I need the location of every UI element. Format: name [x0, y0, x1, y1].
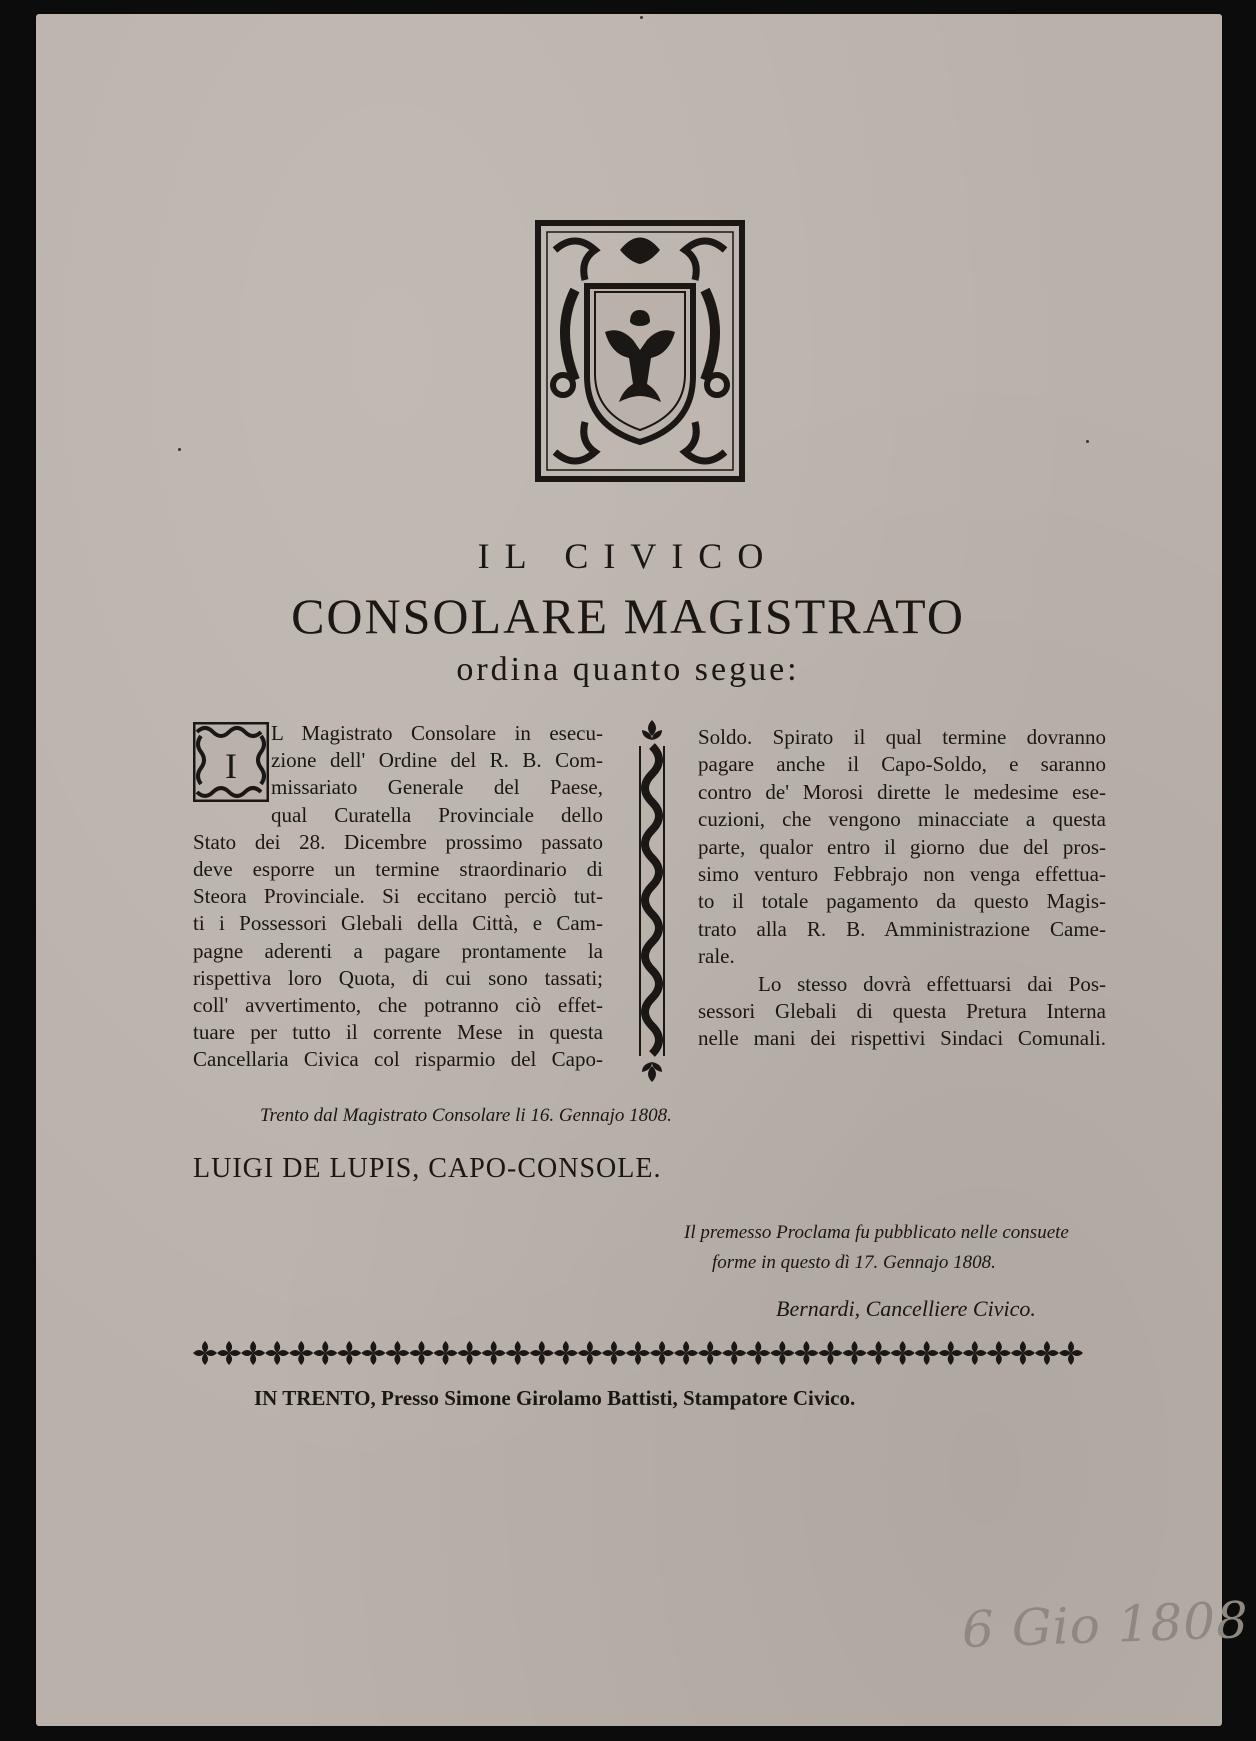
right-column-line: contro de' Morosi dirette le medesime ese-: [698, 779, 1106, 804]
fleuron-icon: [361, 1341, 385, 1365]
heading-consolare-magistrato: CONSOLARE MAGISTRATO: [291, 588, 965, 644]
fleuron-icon: [746, 1341, 770, 1365]
column-divider-ornament: [632, 720, 672, 1082]
fleuron-icon: [626, 1341, 650, 1365]
heading-ordina: ordina quanto segue:: [456, 651, 800, 688]
fleuron-icon: [698, 1341, 722, 1365]
left-column-line: qual Curatella Provinciale dello: [271, 802, 603, 827]
drop-cap: [193, 722, 269, 802]
fleuron-icon: [313, 1341, 337, 1365]
left-column-line: missariato Generale del Paese,: [271, 775, 603, 800]
fleuron-icon: [818, 1341, 842, 1365]
paper-speck: [178, 448, 181, 451]
fleuron-icon: [241, 1341, 265, 1365]
date-line: Trento dal Magistrato Consolare li 16. Gennajo 1808.: [260, 1105, 672, 1126]
fleuron-icon: [843, 1341, 867, 1365]
left-column-line: rispettiva loro Quota, di cui sono tassati;: [193, 965, 603, 990]
right-column-line: sessori Glebali di questa Pretura Interna: [698, 999, 1106, 1023]
fleuron-icon: [867, 1341, 891, 1365]
left-column-line: tuare per tutto il corrente Mese in questa: [193, 1020, 603, 1045]
printer-imprint: [254, 1386, 855, 1411]
fleuron-icon: [554, 1341, 578, 1365]
publication-note-line-2: forme in questo dì 17. Gennajo 1808.: [712, 1252, 996, 1273]
right-column-line: to il totale pagamento da questo Magis-: [698, 889, 1106, 914]
drop-cap-letter: I: [225, 746, 237, 786]
right-column-line: Soldo. Spirato il qual termine dovranno: [698, 725, 1106, 749]
right-column-line: rale.: [698, 944, 735, 969]
paper-speck: [1086, 440, 1089, 443]
heading-il-civico: IL CIVICO: [477, 536, 779, 576]
coat-of-arms-emblem: [535, 220, 745, 482]
fleuron-icon: [963, 1341, 987, 1365]
left-column-line: Stato dei 28. Dicembre prossimo passato: [193, 829, 603, 854]
right-column-line: cuzioni, che vengono minacciate a questa: [698, 807, 1106, 832]
fleuron-icon: [530, 1341, 554, 1365]
fleuron-ornament-row: [193, 1336, 1083, 1370]
left-column-line: Cancellaria Civica col risparmio del Capo-: [193, 1047, 603, 1072]
fleuron-icon: [385, 1341, 409, 1365]
paper-speck: [640, 16, 643, 19]
left-column-line: ti i Possessori Glebali della Città, e Cam-: [193, 911, 603, 936]
right-column-line: nelle mani dei rispettivi Sindaci Comunali.: [698, 1026, 1106, 1051]
fleuron-icon: [458, 1341, 482, 1365]
left-column-line: deve esporre un termine straordinario di: [193, 857, 603, 881]
fleuron-icon: [1059, 1341, 1083, 1365]
fleuron-icon: [410, 1341, 434, 1365]
left-column-line: pagne aderenti a pagare prontamente la: [193, 938, 603, 963]
right-column-line: parte, qualor entro il giorno due del pros-: [698, 834, 1106, 859]
fleuron-icon: [770, 1341, 794, 1365]
right-column-line: trato alla R. B. Amministrazione Came-: [698, 916, 1106, 941]
right-column-line: simo venturo Febbrajo non venga effettua-: [698, 862, 1106, 886]
fleuron-icon: [891, 1341, 915, 1365]
imprint-printer: Presso Simone Girolamo Battisti, Stampatore Civico.: [375, 1386, 856, 1410]
right-column-line: Lo stesso dovrà effettuarsi dai Pos-: [758, 971, 1106, 996]
fleuron-icon: [193, 1341, 217, 1365]
fleuron-icon: [722, 1341, 746, 1365]
fleuron-icon: [915, 1341, 939, 1365]
fleuron-icon: [482, 1341, 506, 1365]
fleuron-icon: [578, 1341, 602, 1365]
fleuron-icon: [217, 1341, 241, 1365]
fleuron-icon: [674, 1341, 698, 1365]
left-column-line: L Magistrato Consolare in esecu-: [271, 721, 603, 745]
handwritten-date-note: 6 Gio 1808: [961, 1591, 1250, 1659]
imprint-place: IN TRENTO,: [254, 1386, 376, 1410]
fleuron-icon: [987, 1341, 1011, 1365]
chancellor-signature: Bernardi, Cancelliere Civico.: [776, 1296, 1036, 1321]
left-column-line: coll' avvertimento, che potranno ciò effet-: [193, 993, 603, 1017]
fleuron-icon: [794, 1341, 818, 1365]
fleuron-icon: [650, 1341, 674, 1365]
fleuron-icon: [506, 1341, 530, 1365]
fleuron-icon: [337, 1341, 361, 1365]
publication-note-line-1: Il premesso Proclama fu pubblicato nelle consuete: [684, 1222, 1069, 1243]
left-column-line: zione dell' Ordine del R. B. Com-: [271, 748, 603, 773]
fleuron-icon: [265, 1341, 289, 1365]
fleuron-icon: [289, 1341, 313, 1365]
signature-line: LUIGI DE LUPIS, CAPO-CONSOLE.: [193, 1153, 662, 1184]
fleuron-icon: [434, 1341, 458, 1365]
fleuron-icon: [939, 1341, 963, 1365]
right-column-line: pagare anche il Capo-Soldo, e saranno: [698, 752, 1106, 777]
fleuron-icon: [602, 1341, 626, 1365]
fleuron-icon: [1011, 1341, 1035, 1365]
fleuron-icon: [1035, 1341, 1059, 1365]
left-column-line: Steora Provinciale. Si eccitano perciò tut-: [193, 884, 603, 909]
